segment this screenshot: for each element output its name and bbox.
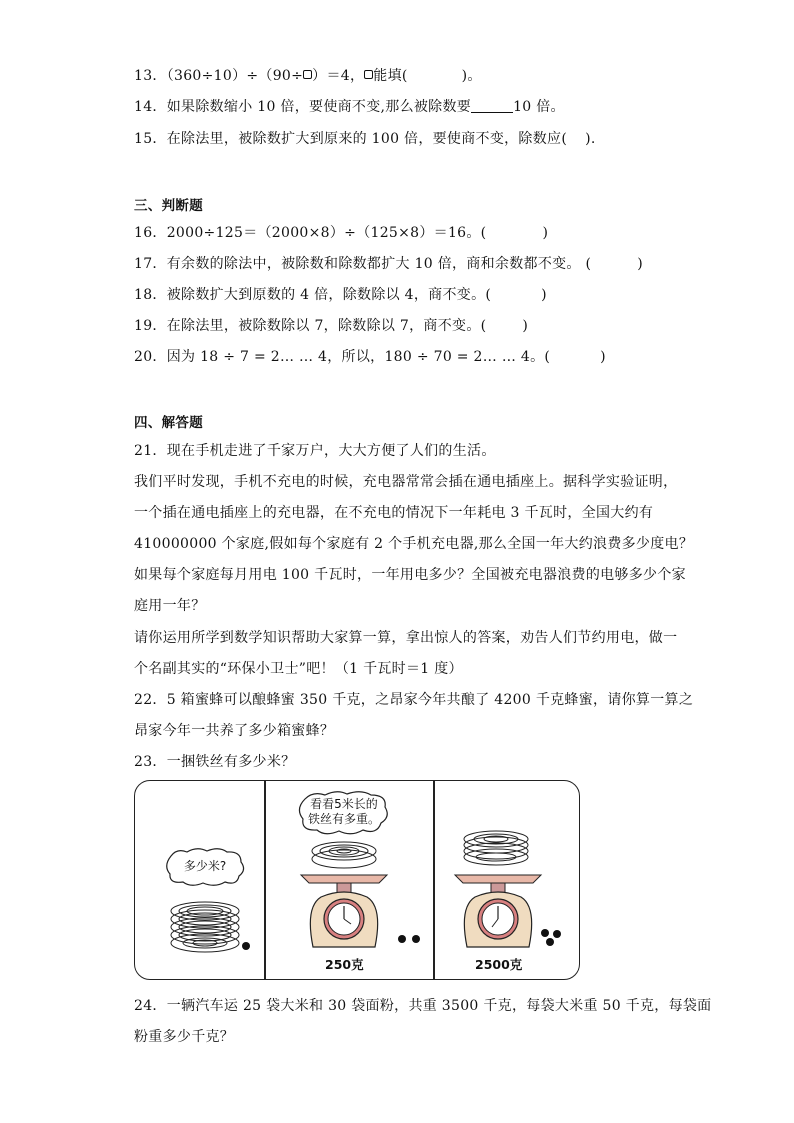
wire-comic-illustration xyxy=(134,780,580,980)
box-symbol xyxy=(303,70,312,79)
scale-icon xyxy=(453,867,543,951)
dots-icon xyxy=(539,927,563,947)
q21-line: 庭用一年？ xyxy=(134,598,206,614)
panel3-weight-label: 2500克 xyxy=(475,957,523,972)
q21-line: 请你运用所学到数学知识帮助大家算一算，拿出惊人的答案，劝告人们节约用电，做一 xyxy=(134,630,678,646)
dots-icon xyxy=(397,933,423,945)
question-13: 13．（360÷10）÷（90÷ ）＝4， 能填( )。 xyxy=(134,68,482,84)
scale-icon xyxy=(299,867,389,951)
question-19: 19．在除法里，被除数除以 7，除数除以 7，商不变。( ) xyxy=(134,318,529,334)
q21-line: 个名副其实的“环保小卫士”吧！（1 千瓦时＝1 度） xyxy=(134,661,463,677)
q22-line: 22．5 箱蜜蜂可以酿蜂蜜 350 千克，之昂家今年共酿了 4200 千克蜂蜜，请你算一算之 xyxy=(134,692,694,708)
panel2-bubble-text: 看看5米长的 铁丝有多重。 xyxy=(307,797,380,826)
section-4-title: 四、解答题 xyxy=(134,415,203,431)
question-23: 23．一捆铁丝有多少米？ xyxy=(134,754,296,770)
q24-line: 粉重多少千克？ xyxy=(134,1029,235,1045)
q21-line: 一个插在通电插座上的充电器，在不充电的情况下一年耗电 3 千瓦时，全国大约有 xyxy=(134,505,654,521)
dot-icon xyxy=(241,941,251,951)
question-14: 14．如果除数缩小 10 倍，要使商不变,那么被除数要 10 倍。 xyxy=(134,99,565,115)
question-16: 16．2000÷125＝（2000×8）÷（125×8）＝16。( ) xyxy=(134,225,549,241)
q21-line: 21．现在手机走进了千家万户，大大方便了人们的生活。 xyxy=(134,443,496,459)
q24-line: 24．一辆汽车运 25 袋大米和 30 袋面粉，共重 3500 千克，每袋大米重 50 千克，每袋面 xyxy=(134,998,712,1014)
q21-line: 410000000 个家庭,假如每个家庭有 2 个手机充电器,那么全国一年大约浪费多少度电？ xyxy=(134,536,694,552)
panel-divider xyxy=(433,781,435,980)
wire-coil-icon xyxy=(167,899,243,955)
box-symbol xyxy=(364,70,373,79)
question-18: 18．被除数扩大到原数的 4 倍，除数除以 4，商不变。( ) xyxy=(134,287,547,303)
panel1-bubble-text: 多少米? xyxy=(183,859,227,873)
q22-line: 昂家今年一共养了多少箱蜜蜂？ xyxy=(134,723,335,739)
q21-line: 如果每个家庭每月用电 100 千瓦时，一年用电多少？全国被充电器浪费的电够多少个家 xyxy=(134,567,686,583)
question-17: 17．有余数的除法中，被除数和除数都扩大 10 倍，商和余数都不变。 ( ) xyxy=(134,256,644,272)
wire-coil-icon xyxy=(461,829,531,871)
question-15: 15．在除法里，被除数扩大到原来的 100 倍，要使商不变，除数应( ). xyxy=(134,131,596,147)
panel2-weight-label: 250克 xyxy=(325,957,364,972)
panel-divider xyxy=(264,781,266,980)
q21-line: 我们平时发现，手机不充电的时候，充电器常常会插在通电插座上。据科学实验证明， xyxy=(134,474,678,490)
question-20: 20．因为 18 ÷ 7 = 2… … 4，所以，180 ÷ 70 = 2… … 4。( ) xyxy=(134,349,606,365)
answer-blank[interactable] xyxy=(471,98,513,113)
section-3-title: 三、判断题 xyxy=(134,198,203,214)
